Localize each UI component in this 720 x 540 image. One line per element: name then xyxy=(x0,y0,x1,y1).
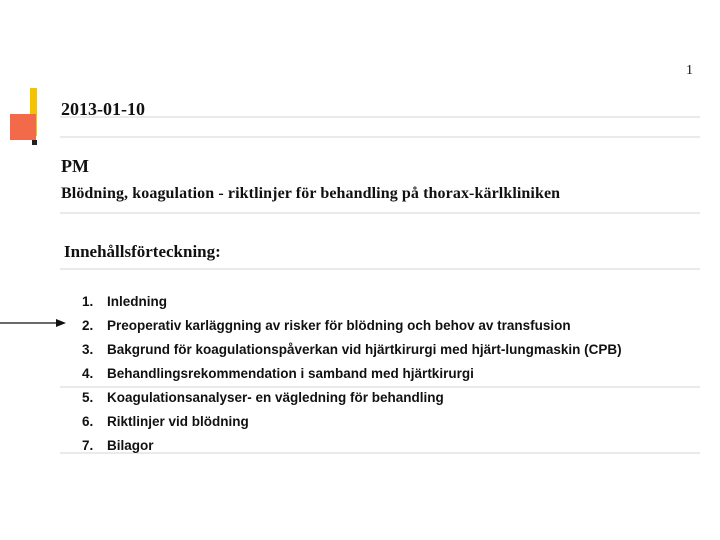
page-number: 1 xyxy=(686,63,693,78)
toc-item xyxy=(82,434,622,458)
toc-item-label: Behandlingsrekommendation i samband med hjärtkirurgi xyxy=(107,366,474,381)
toc-item-number: 7. xyxy=(82,438,94,453)
toc-item-label: Inledning xyxy=(107,294,167,309)
toc-item-number: 5. xyxy=(82,390,94,405)
toc-heading: Innehållsförteckning: xyxy=(64,242,221,261)
toc-item xyxy=(82,338,622,362)
toc-item xyxy=(82,314,622,338)
toc-item xyxy=(82,362,622,386)
toc-item-label: Riktlinjer vid blödning xyxy=(107,414,249,429)
toc-item-label: Bakgrund för koagulationspåverkan vid hjärtkirurgi med hjärt-lungmaskin (CPB) xyxy=(107,342,622,357)
document-date: 2013-01-10 xyxy=(61,99,145,119)
scan-artifact xyxy=(60,212,700,214)
toc-item-label: Bilagor xyxy=(107,438,154,453)
toc-item-number: 6. xyxy=(82,414,94,429)
table-of-contents xyxy=(82,290,622,458)
bullet-dot xyxy=(32,140,37,145)
arrow-right-icon xyxy=(0,318,66,328)
toc-item xyxy=(82,386,622,410)
toc-item-label: Preoperativ karläggning av risker för blödning och behov av transfusion xyxy=(107,318,571,333)
toc-item-number: 3. xyxy=(82,342,94,357)
toc-item-number: 4. xyxy=(82,366,94,381)
slide-accent-square xyxy=(10,114,36,140)
toc-item-number: 2. xyxy=(82,318,94,333)
document-type: PM xyxy=(61,156,89,176)
toc-item-number: 1. xyxy=(82,294,94,309)
scan-artifact xyxy=(60,116,700,118)
document-title: Blödning, koagulation - riktlinjer för behandling på thorax-kärlkliniken xyxy=(61,185,561,202)
scan-artifact xyxy=(60,268,700,270)
toc-item xyxy=(82,410,622,434)
toc-item-label: Koagulationsanalyser- en vägledning för behandling xyxy=(107,390,444,405)
toc-item xyxy=(82,290,622,314)
scan-artifact xyxy=(60,136,700,138)
